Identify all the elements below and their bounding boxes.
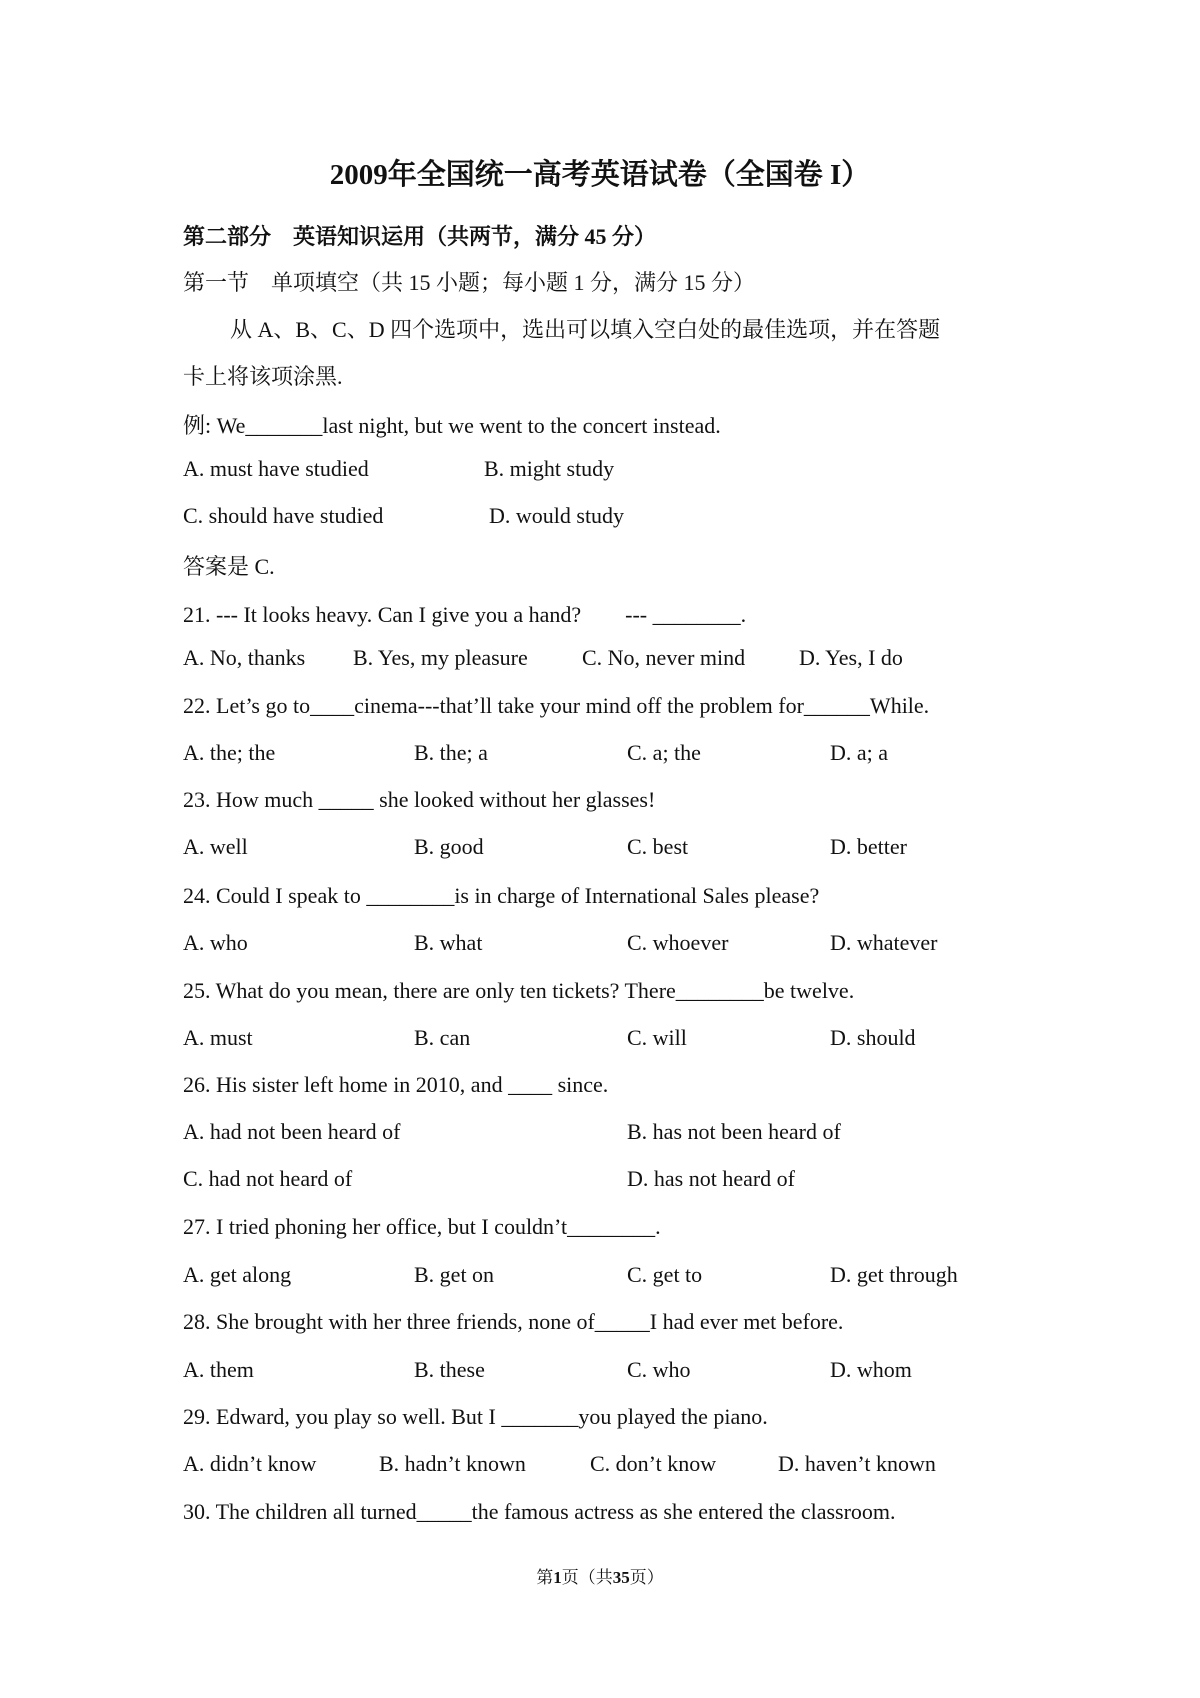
footer-suffix: 页）: [629, 1568, 664, 1587]
question-22-option-c: C. a; the: [627, 740, 701, 765]
question-28-option-a: A. them: [183, 1357, 254, 1382]
question-26-option-a: A. had not been heard of: [183, 1119, 401, 1144]
question-27-option-b: B. get on: [414, 1262, 495, 1287]
question-30-stem: 30. The children all turned_____the famous actress as she entered the classroom.: [183, 1499, 896, 1524]
question-22-option-a: A. the; the: [183, 740, 276, 765]
question-22-stem: 22. Let’s go to____cinema---that’ll take your mind off the problem for______While.: [183, 693, 930, 718]
question-25-option-a: A. must: [183, 1025, 253, 1050]
part-heading: 第二部分 英语知识运用（共两节，满分 45 分）: [183, 224, 657, 249]
section-heading: 第一节 单项填空（共 15 小题；每小题 1 分，满分 15 分）: [183, 270, 756, 295]
question-22-option-b: B. the; a: [414, 740, 488, 765]
question-23-option-a: A. well: [183, 834, 248, 859]
page-footer: [0, 1563, 1200, 1588]
question-21-option-d: D. Yes, I do: [799, 645, 903, 670]
question-24-option-b: B. what: [414, 930, 483, 955]
example-option-c: C. should have studied: [183, 503, 384, 528]
question-21-stem: 21. --- It looks heavy. Can I give you a hand? --- ________.: [183, 602, 747, 627]
question-23-option-b: B. good: [414, 834, 484, 859]
example-stem: 例: We_______last night, but we went to the concert instead.: [183, 413, 721, 438]
question-26-stem: 26. His sister left home in 2010, and ____ since.: [183, 1072, 609, 1097]
question-25-stem: 25. What do you mean, there are only ten tickets? There________be twelve.: [183, 978, 855, 1003]
question-25-option-c: C. will: [627, 1025, 687, 1050]
footer-middle: 页（共: [561, 1568, 613, 1587]
question-29-option-a: A. didn’t know: [183, 1451, 317, 1476]
question-26-option-b: B. has not been heard of: [627, 1119, 841, 1144]
question-23-option-d: D. better: [830, 834, 907, 859]
question-27-option-c: C. get to: [627, 1262, 703, 1287]
example-option-a: A. must have studied: [183, 456, 369, 481]
question-27-option-a: A. get along: [183, 1262, 292, 1287]
question-24-option-c: C. whoever: [627, 930, 729, 955]
question-21-option-b: B. Yes, my pleasure: [353, 645, 528, 670]
question-21-option-c: C. No, never mind: [582, 645, 746, 670]
question-25-option-d: D. should: [830, 1025, 916, 1050]
question-24-option-d: D. whatever: [830, 930, 938, 955]
example-option-b: B. might study: [484, 456, 615, 481]
question-29-option-c: C. don’t know: [590, 1451, 717, 1476]
example-option-d: D. would study: [489, 503, 625, 528]
question-25-option-b: B. can: [414, 1025, 471, 1050]
question-27-stem: 27. I tried phoning her office, but I couldn’t________.: [183, 1214, 661, 1239]
example-answer: 答案是 C.: [183, 554, 275, 579]
question-24-option-a: A. who: [183, 930, 248, 955]
instructions-line-1: 从 A、B、C、D 四个选项中，选出可以填入空白处的最佳选项，并在答题: [230, 317, 941, 342]
instructions-line-2: 卡上将该项涂黑.: [183, 364, 343, 389]
question-26-option-c: C. had not heard of: [183, 1166, 353, 1191]
question-28-option-c: C. who: [627, 1357, 691, 1382]
question-29-stem: 29. Edward, you play so well. But I _______you played the piano.: [183, 1404, 768, 1429]
footer-prefix: 第: [536, 1568, 554, 1587]
question-24-stem: 24. Could I speak to ________is in charge of International Sales please?: [183, 883, 820, 908]
question-28-option-d: D. whom: [830, 1357, 912, 1382]
question-26-option-d: D. has not heard of: [627, 1166, 796, 1191]
question-29-option-b: B. hadn’t known: [379, 1451, 526, 1476]
footer-total-pages: 35: [612, 1568, 630, 1587]
question-28-stem: 28. She brought with her three friends, none of_____I had ever met before.: [183, 1309, 844, 1334]
question-27-option-d: D. get through: [830, 1262, 958, 1287]
question-22-option-d: D. a; a: [830, 740, 889, 765]
question-29-option-d: D. haven’t known: [778, 1451, 936, 1476]
footer-page-number: 1: [553, 1568, 562, 1587]
question-23-stem: 23. How much _____ she looked without her glasses!: [183, 787, 656, 812]
question-28-option-b: B. these: [414, 1357, 485, 1382]
question-23-option-c: C. best: [627, 834, 689, 859]
page-title: 2009年全国统一高考英语试卷（全国卷 I）: [329, 159, 871, 191]
question-21-option-a: A. No, thanks: [183, 645, 306, 670]
